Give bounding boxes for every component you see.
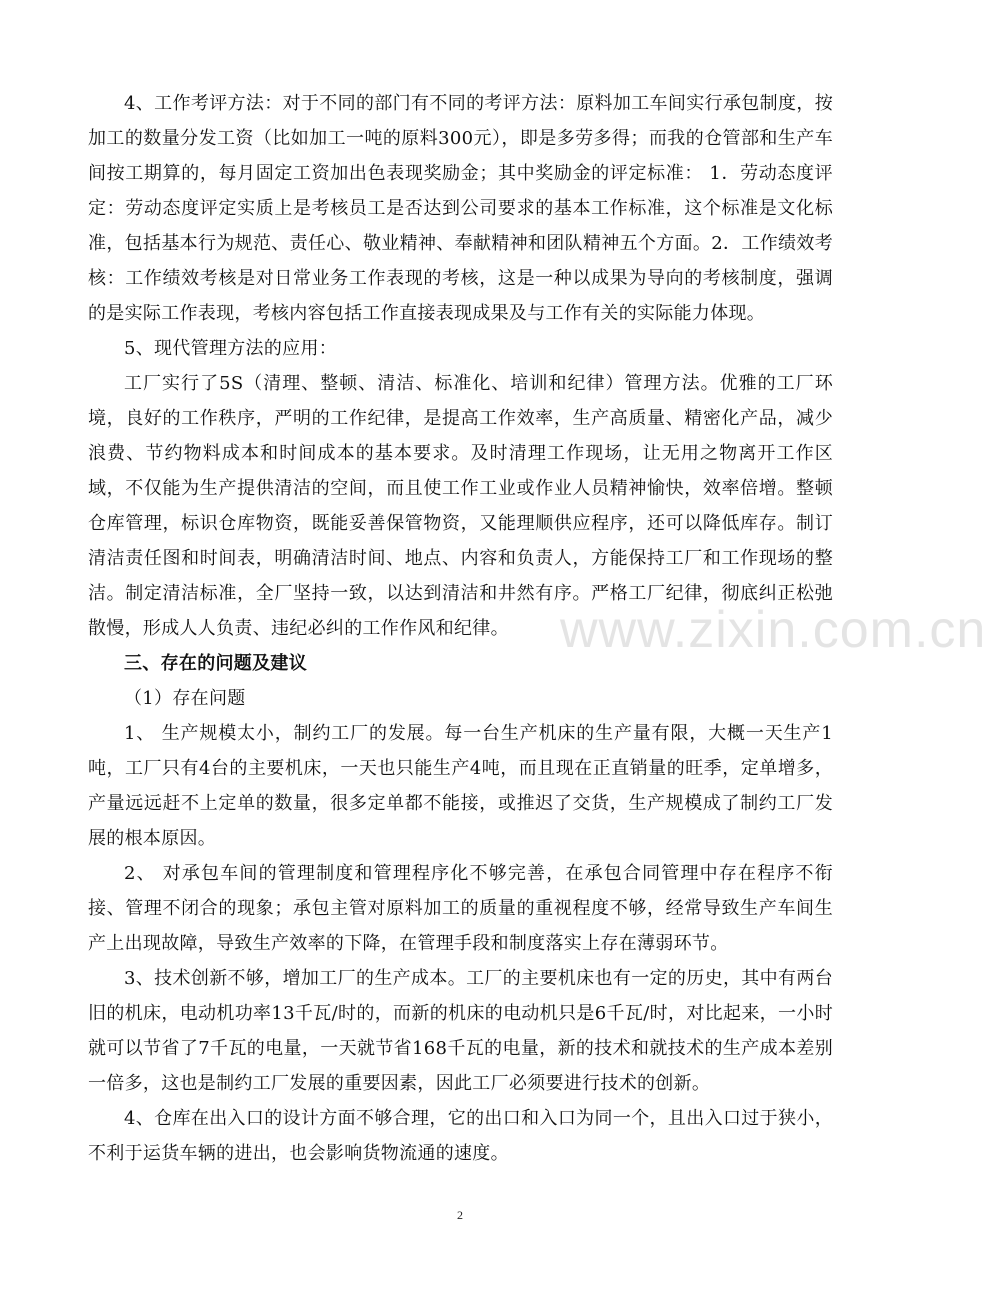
- watermark: www.zixin.com.cn: [560, 601, 986, 659]
- paragraph-evaluation-method: 4、工作考评方法：对于不同的部门有不同的考评方法：原料加工车间实行承包制度，按加工的数量分发工资（比如加工一吨的原料300元），即是多劳多得；而我的仓管部和生产车间按工期算的，每月固定工资加出色表现奖励金；其中奖励金的评定标准： 1．劳动态度评定：劳动态度评定实质上是考核员工是否达到公司要求的基本工作标准，这个标准是文化标准，包括基本行为规范、责任心、敬业精神、奉献精神和团队精神五个方面。2．工作绩效考核：工作绩效考核是对日常业务工作表现的考核，这是一种以成果为导向的考核制度，强调的是实际工作表现，考核内容包括工作直接表现成果及与工作有关的实际能力体现。: [88, 93, 833, 324]
- paragraph-problem-3: 3、技术创新不够，增加工厂的生产成本。工厂的主要机床也有一定的历史，其中有两台旧的机床，电动机功率13千瓦/时的，而新的机床的电动机只是6千瓦/时，对比起来，一小时就可以节省了7千瓦的电量，一天就节省168千瓦的电量，新的技术和就技术的生产成本差别一倍多，这也是制约工厂发展的重要因素，因此工厂必须要进行技术的创新。: [88, 968, 833, 1094]
- paragraph-5s-management: 工厂实行了5S（清理、整顿、清洁、标准化、培训和纪律）管理方法。优雅的工厂环境，良好的工作秩序，严明的工作纪律，是提高工作效率，生产高质量、精密化产品，减少浪费、节约物料成本和时间成本的基本要求。及时清理工作现场，让无用之物离开工作区域，不仅能为生产提供清洁的空间，而且使工作工业或作业人员精神愉快，效率倍增。整顿仓库管理，标识仓库物资，既能妥善保管物资，又能理顺供应程序，还可以降低库存。制订清洁责任图和时间表，明确清洁时间、地点、内容和负责人，方能保持工厂和工作现场的整洁。制定清洁标准，全厂坚持一致，以达到清洁和井然有序。严格工厂纪律，彻底纠正松弛散慢，形成人人负责、违纪必纠的工作作风和纪律。: [88, 373, 833, 639]
- section-heading-problems: 三、存在的问题及建议: [124, 653, 307, 674]
- subheading-existing-problems: （1）存在问题: [124, 688, 246, 709]
- page-number: 2: [457, 1208, 463, 1222]
- paragraph-problem-1: 1、 生产规模太小，制约工厂的发展。每一台生产机床的生产量有限，大概一天生产1吨，工厂只有4台的主要机床，一天也只能生产4吨，而且现在正直销量的旺季，定单增多，产量远远赶不上定单的数量，很多定单都不能接，或推迟了交货，生产规模成了制约工厂发展的根本原因。: [88, 723, 833, 849]
- paragraph-modern-management-heading: 5、现代管理方法的应用：: [124, 338, 338, 359]
- paragraph-problem-2: 2、 对承包车间的管理制度和管理程序化不够完善，在承包合同管理中存在程序不衔接、管理不闭合的现象；承包主管对原料加工的质量的重视程度不够，经常导致生产车间生产上出现故障，导致生产效率的下降，在管理手段和制度落实上存在薄弱环节。: [88, 863, 833, 954]
- paragraph-problem-4: 4、仓库在出入口的设计方面不够合理，它的出口和入口为同一个，且出入口过于狭小，不利于运货车辆的进出，也会影响货物流通的速度。: [88, 1108, 833, 1164]
- document-body: [88, 86, 833, 1171]
